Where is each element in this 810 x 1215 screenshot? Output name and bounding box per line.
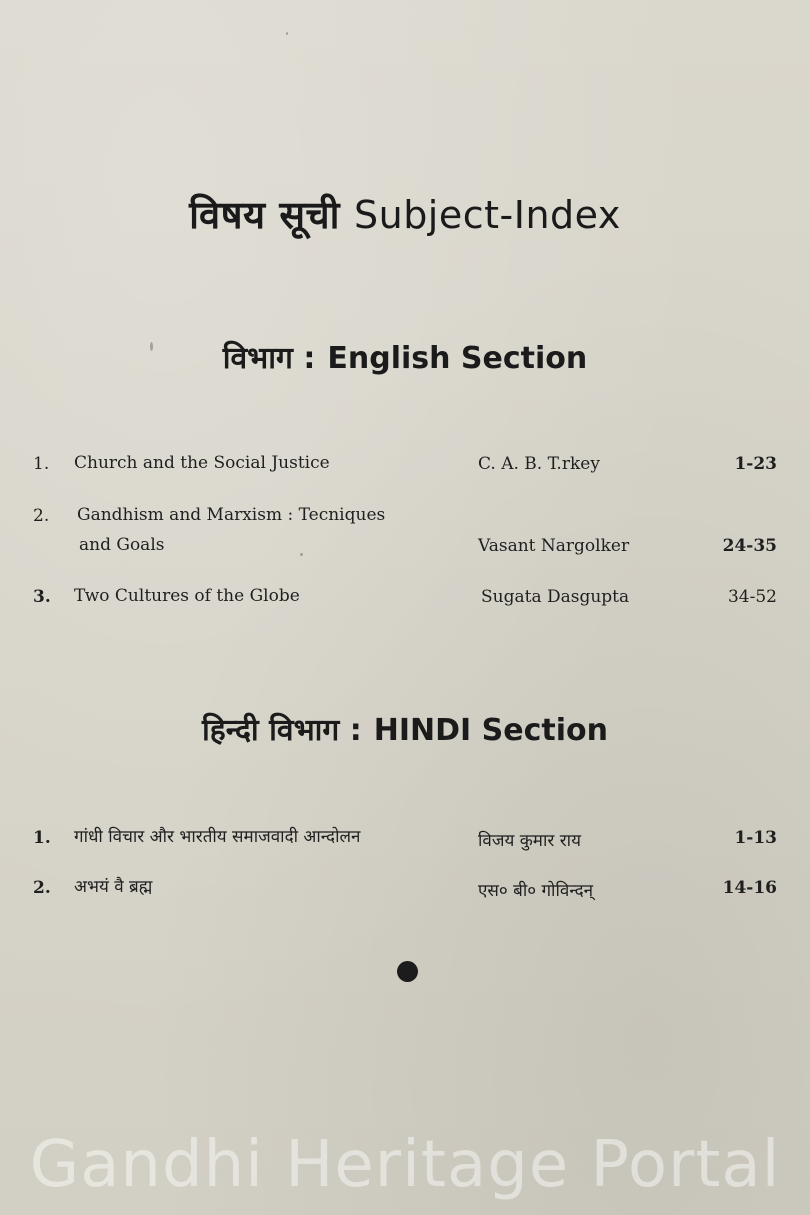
entry-pages: 24-35 — [722, 536, 777, 556]
entry-title-line2: and Goals — [79, 535, 165, 555]
title-english: Subject-Index — [353, 193, 621, 237]
entry-number: 1. — [33, 454, 50, 474]
entry-title: Two Cultures of the Globe — [74, 586, 300, 606]
entry-pages: 14-16 — [722, 878, 777, 898]
entry-number: 1. — [33, 828, 51, 848]
entry-author: C. A. B. T.rkey — [478, 454, 600, 474]
entry-number: 2. — [33, 878, 51, 898]
list-item — [0, 506, 810, 566]
hindi-section-heading — [0, 708, 810, 749]
entry-pages: 34-52 — [727, 587, 777, 607]
end-bullet — [397, 961, 418, 982]
entry-title-line1: Gandhism and Marxism : Tecniques — [77, 505, 386, 525]
title-hindi: विषय सूची — [189, 193, 340, 237]
list-item — [0, 828, 810, 858]
entry-title: Church and the Social Justice — [74, 453, 330, 473]
list-item — [0, 454, 810, 484]
entry-author: Vasant Nargolker — [478, 536, 630, 556]
entry-author: एस० बी० गोविन्दन् — [478, 881, 594, 901]
entry-pages: 1-23 — [734, 454, 777, 474]
entry-author: विजय कुमार राय — [478, 831, 581, 851]
entry-number: 3. — [33, 587, 51, 607]
entry-number: 2. — [33, 506, 50, 526]
hindi-section-label: HINDI Section — [373, 713, 608, 748]
list-item — [0, 878, 810, 908]
english-section-hindi-label: विभाग : — [222, 341, 316, 376]
hindi-section-hindi-label: हिन्दी विभाग : — [202, 713, 362, 748]
paper-speck — [286, 32, 288, 35]
entry-title: अभयं वै ब्रह्म — [74, 877, 153, 897]
list-item — [0, 587, 810, 617]
english-section-label: English Section — [327, 341, 588, 376]
watermark: Gandhi Heritage Portal — [29, 1128, 781, 1202]
entry-author: Sugata Dasgupta — [481, 587, 630, 607]
page-title — [0, 188, 810, 240]
english-section-heading — [0, 336, 810, 377]
entry-pages: 1-13 — [734, 828, 777, 848]
entry-title: गांधी विचार और भारतीय समाजवादी आन्दोलन — [74, 827, 361, 847]
